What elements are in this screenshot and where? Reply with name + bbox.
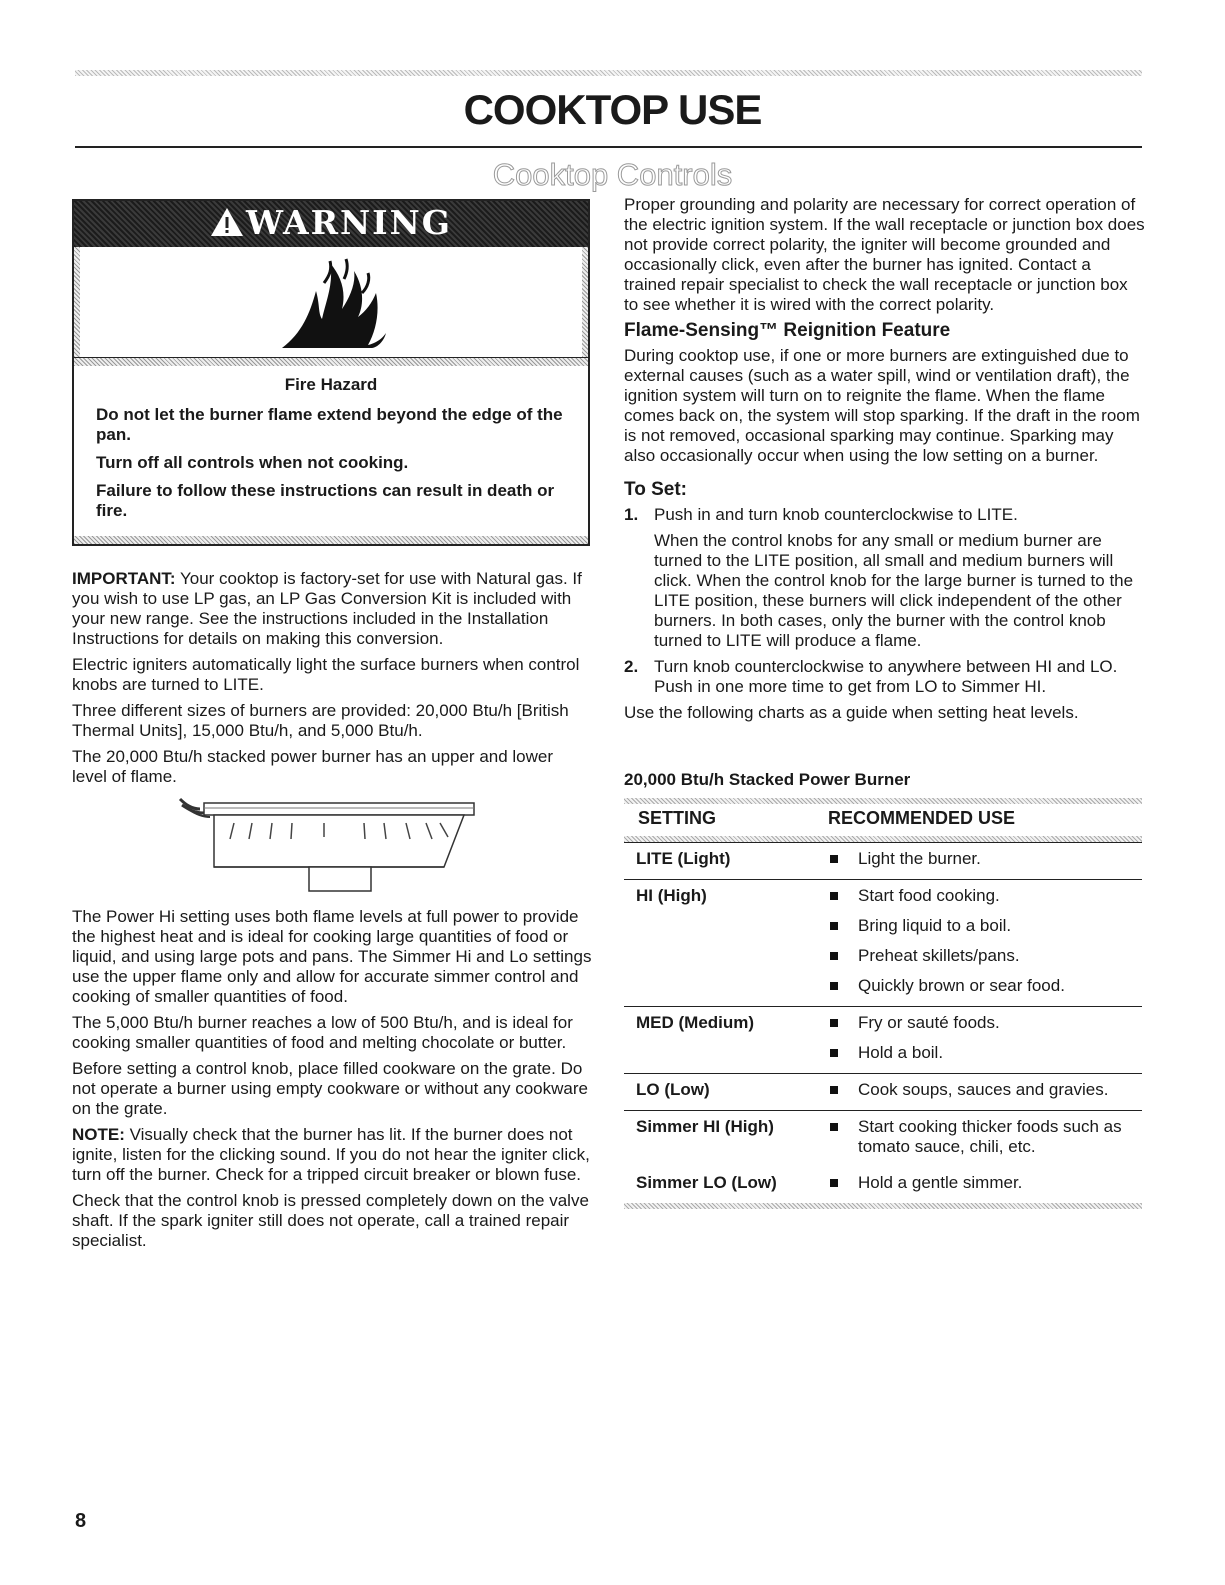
note-text: Visually check that the burner has lit. If the burner does not ignite, listen for the clicking sound. If you do not hear the igniter click, turn off the burner. Check for a tripped circuit breaker or blown fuse. (72, 1125, 590, 1184)
important-text: Your cooktop is factory-set for use with Natural gas. If you wish to use LP gas, an LP Gas Conversion Kit is included with your new range. See the instructions included in the Installation Instructions for details on making this conversion. (72, 569, 582, 648)
warning-hazard-title: Fire Hazard (284, 375, 378, 394)
use-item: Quickly brown or sear food. (830, 976, 1142, 996)
use-item: Hold a gentle simmer. (830, 1173, 1142, 1193)
step-number: 1. (624, 505, 639, 524)
paragraph: The 20,000 Btu/h stacked power burner has an upper and lower level of flame. (72, 747, 554, 786)
table-row (624, 1074, 1142, 1111)
paragraph: Use the following charts as a guide when setting heat levels. (624, 703, 1079, 722)
column-header-recommended-use: RECOMMENDED USE (828, 808, 1016, 828)
warning-label (74, 203, 588, 242)
setting-cell: Simmer LO (Low) (636, 1173, 777, 1192)
table-header (624, 798, 1142, 843)
steps-list (624, 505, 1146, 697)
step-text: Push in and turn knob counterclockwise to LITE. (654, 505, 1018, 524)
page-title: COOKTOP USE (463, 86, 762, 133)
use-item: Bring liquid to a boil. (830, 916, 1142, 936)
warning-line: Turn off all controls when not cooking. (96, 453, 409, 472)
fire-hazard-icon (272, 253, 392, 353)
column-header-setting: SETTING (638, 808, 717, 828)
flame-sensing-heading: Flame-Sensing™ Reignition Feature (624, 320, 951, 341)
step-item (624, 657, 1146, 697)
setting-cell: LO (Low) (636, 1080, 710, 1099)
use-item: Start cooking thicker foods such as tomato sauce, chili, etc. (830, 1117, 1142, 1157)
left-column-lower (72, 907, 592, 1257)
paragraph: Proper grounding and polarity are necessary for correct operation of the electric ignition system. If the wall receptacle or junction box does not provide correct polarity, the igniter will become grounded and occasionally click, even after the burner has ignited. Contact a trained repair specialist to check the wall receptacle or junction box to see whether it is wired with the correct polarity. (624, 195, 1145, 314)
table-bottom-band (624, 1203, 1142, 1209)
paragraph: Three different sizes of burners are provided: 20,000 Btu/h [British Thermal Units], 15,000 Btu/h, and 5,000 Btu/h. (72, 701, 569, 740)
table-row (624, 1007, 1142, 1074)
table-row (624, 1111, 1142, 1167)
section-heading: Cooktop Controls (492, 157, 733, 192)
note-label: NOTE: (72, 1125, 125, 1144)
warning-line: Failure to follow these instructions can result in death or fire. (96, 481, 555, 520)
important-label: IMPORTANT: (72, 569, 176, 588)
use-item: Light the burner. (830, 849, 1142, 869)
warning-box (72, 199, 590, 546)
step-text: Turn knob counterclockwise to anywhere between HI and LO. Push in one more time to get from LO to Simmer HI. (654, 657, 1118, 696)
setting-cell: Simmer HI (High) (636, 1117, 774, 1136)
paragraph: During cooktop use, if one or more burners are extinguished due to external causes (such as a water spill, wind or ventilation draft), the ignition system will turn on to reignite the flame. When the flame comes back on, the system will stop sparking. If the draft in the room is not removed, occasional sparking may continue. Sparking may also occasionally occur when using the low setting on a burner. (624, 346, 1140, 465)
use-item: Cook soups, sauces and gravies. (830, 1080, 1142, 1100)
paragraph: Before setting a control knob, place filled cookware on the grate. Do not operate a burner using empty cookware or without any cookware on the grate. (72, 1059, 588, 1118)
setting-cell: LITE (Light) (636, 849, 731, 868)
title-rule (75, 146, 1142, 148)
heat-settings-table (624, 798, 1142, 1209)
warning-header (74, 201, 588, 247)
left-column-upper (72, 569, 592, 793)
paragraph: The Power Hi setting uses both flame levels at full power to provide the highest heat and is ideal for cooking large quantities of food or liquid, and using large pots and pans. The Simmer Hi and Lo settings use the upper flame only and allow for accurate simmer control and cooking of smaller quantities of food. (72, 907, 592, 1006)
stacked-burner-illustration (174, 775, 484, 895)
warning-body (80, 365, 582, 540)
step-item (624, 505, 1146, 651)
right-column (624, 195, 1146, 729)
table-row (624, 1167, 1142, 1203)
table-title: 20,000 Btu/h Stacked Power Burner (624, 770, 911, 789)
paragraph: The 5,000 Btu/h burner reaches a low of 500 Btu/h, and is ideal for cooking smaller quantities of food and melting chocolate or butter. (72, 1013, 573, 1052)
page-number: 8 (75, 1510, 87, 1532)
table-row (624, 880, 1142, 1007)
note-paragraph (72, 1125, 592, 1185)
header-pattern-bar (75, 70, 1142, 76)
table-row (624, 843, 1142, 880)
setting-cell: HI (High) (636, 886, 707, 905)
warning-triangle-icon (210, 207, 244, 237)
warning-line: Do not let the burner flame extend beyond the edge of the pan. (96, 405, 563, 444)
setting-cell: MED (Medium) (636, 1013, 755, 1032)
step-detail: When the control knobs for any small or medium burner are turned to the LITE position, all small and medium burners will click. When the control knob for the large burner is turned to the LITE position, these burners will click independent of the other burners. In both cases, only the burner with the control knob turned to LITE will produce a flame. (654, 531, 1134, 650)
warning-icon-band (74, 247, 588, 357)
to-set-heading: To Set: (624, 479, 687, 500)
paragraph: Electric igniters automatically light the surface burners when control knobs are turned to LITE. (72, 655, 580, 694)
use-item: Fry or sauté foods. (830, 1013, 1142, 1033)
use-item: Preheat skillets/pans. (830, 946, 1142, 966)
warning-bottom-band (74, 536, 588, 544)
paragraph: Check that the control knob is pressed completely down on the valve shaft. If the spark igniter still does not operate, call a trained repair specialist. (72, 1191, 589, 1250)
important-paragraph (72, 569, 592, 649)
use-item: Start food cooking. (830, 886, 1142, 906)
use-item: Hold a boil. (830, 1043, 1142, 1063)
warning-label-text: WARNING (246, 203, 452, 242)
step-number: 2. (624, 657, 639, 676)
